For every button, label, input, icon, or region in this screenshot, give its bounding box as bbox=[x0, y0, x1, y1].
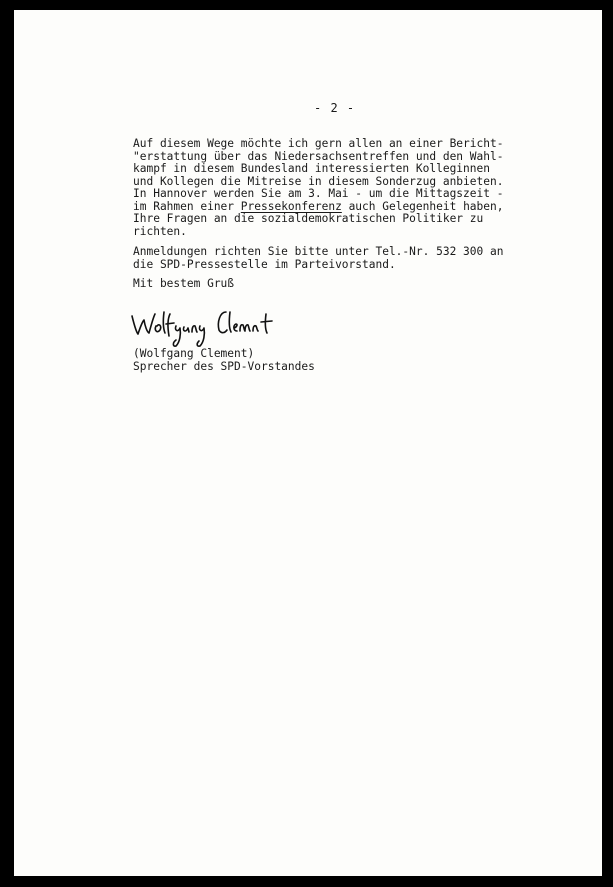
paragraph-line: und Kollegen die Mitreise in diesem Sonderzug anbieten. bbox=[133, 174, 504, 188]
signature-block bbox=[133, 348, 315, 373]
paragraph-line: kampf in diesem Bundesland interessierten Kolleginnen bbox=[133, 162, 490, 175]
underlined-word: Pressekonferenz bbox=[240, 199, 342, 213]
document-page bbox=[14, 10, 602, 876]
body-paragraph-1 bbox=[133, 138, 503, 238]
handwritten-signature bbox=[126, 300, 286, 350]
paragraph-line: "erstattung über das Niedersachsentreffen und den Wahl- bbox=[133, 149, 504, 163]
paragraph-line: Anmeldungen richten Sie bitte unter Tel.-Nr. 532 300 an bbox=[133, 245, 504, 258]
paragraph-line-pre: im Rahmen einer bbox=[133, 199, 241, 213]
paragraph-line: Ihre Fragen an die sozialdemokratischen Politiker zu bbox=[133, 212, 484, 225]
page-number: - 2 - bbox=[314, 101, 356, 115]
paragraph-line: Auf diesem Wege möchte ich gern allen an einer Bericht- bbox=[133, 137, 504, 150]
paragraph-line-post: auch Gelegenheit haben, bbox=[341, 199, 504, 213]
signatory-name: (Wolfgang Clement) bbox=[133, 347, 255, 360]
body-paragraph-2 bbox=[133, 246, 503, 271]
paragraph-line: die SPD-Pressestelle im Parteivorstand. bbox=[133, 257, 396, 271]
paragraph-line: richten. bbox=[133, 224, 187, 238]
paragraph-line: In Hannover werden Sie am 3. Mai - um die Mittagszeit - bbox=[133, 187, 504, 200]
signatory-title: Sprecher des SPD-Vorstandes bbox=[133, 359, 315, 373]
greeting: Mit bestem Gruß bbox=[133, 277, 235, 290]
